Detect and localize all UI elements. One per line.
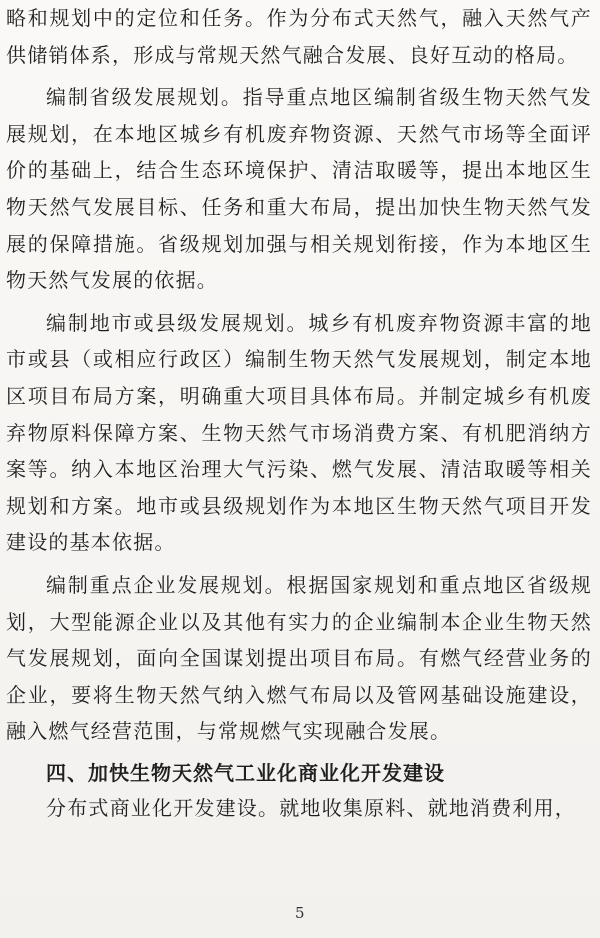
document-body	[6, 0, 592, 826]
paragraph-city-county-plan	[6, 305, 592, 561]
paragraph-text: 城乡有机废弃物资源丰富的地市或县（或相应行政区）编制生物天然气发展规划，制定本地区项目布局方案，明确重大项目具体布局。并制定城乡有机废弃物原料保障方案、生物天然气市场消费方案、有机肥消纳方案等。纳入本地区治理大气污染、燃气发展、清洁取暖等相关规划和方案。地市或县级规划作为本地区生物天然气项目开发建设的基本依据。	[6, 310, 592, 555]
paragraph-lead: 编制重点企业发展规划。	[46, 572, 287, 597]
section-heading: 四、加快生物天然气工业化商业化开发建设	[46, 760, 445, 785]
paragraph-text: 根据国家规划和重点地区省级规划，大型能源企业以及其他有实力的企业编制本企业生物天然气发展规划，面向全国谋划提出项目布局。有燃气经营业务的企业，要将生物天然气纳入燃气布局以及管网基础设施建设，融入燃气经营范围，与常规燃气实现融合发展。	[6, 572, 592, 744]
paragraph-lead: 分布式商业化开发建设。	[46, 795, 280, 820]
paragraph-distributed-development	[6, 790, 592, 827]
paragraph-lead: 编制省级发展规划。	[46, 85, 243, 110]
paragraph-text: 指导重点地区编制省级生物天然气发展规划，在本地区城乡有机废弃物资源、天然气市场等全面评价的基础上，结合生态环境保护、清洁取暖等，提出本地区生物天然气发展目标、任务和重大布局，提出加快生物天然气发展的保障措施。省级规划加强与相关规划衔接，作为本地区生物天然气发展的依据。	[6, 85, 592, 293]
paragraph-enterprise-plan	[6, 567, 592, 750]
paragraph-continuation	[6, 0, 592, 73]
page-number: 5	[294, 904, 306, 922]
paragraph-text: 略和规划中的定位和任务。作为分布式天然气，融入天然气产供储销体系，形成与常规天然气融合发展、良好互动的格局。	[6, 6, 592, 67]
paragraph-provincial-plan	[6, 79, 592, 299]
paragraph-lead: 编制地市或县级发展规划。	[46, 310, 309, 335]
paragraph-text: 就地收集原料、就地消费利用，	[279, 795, 577, 820]
